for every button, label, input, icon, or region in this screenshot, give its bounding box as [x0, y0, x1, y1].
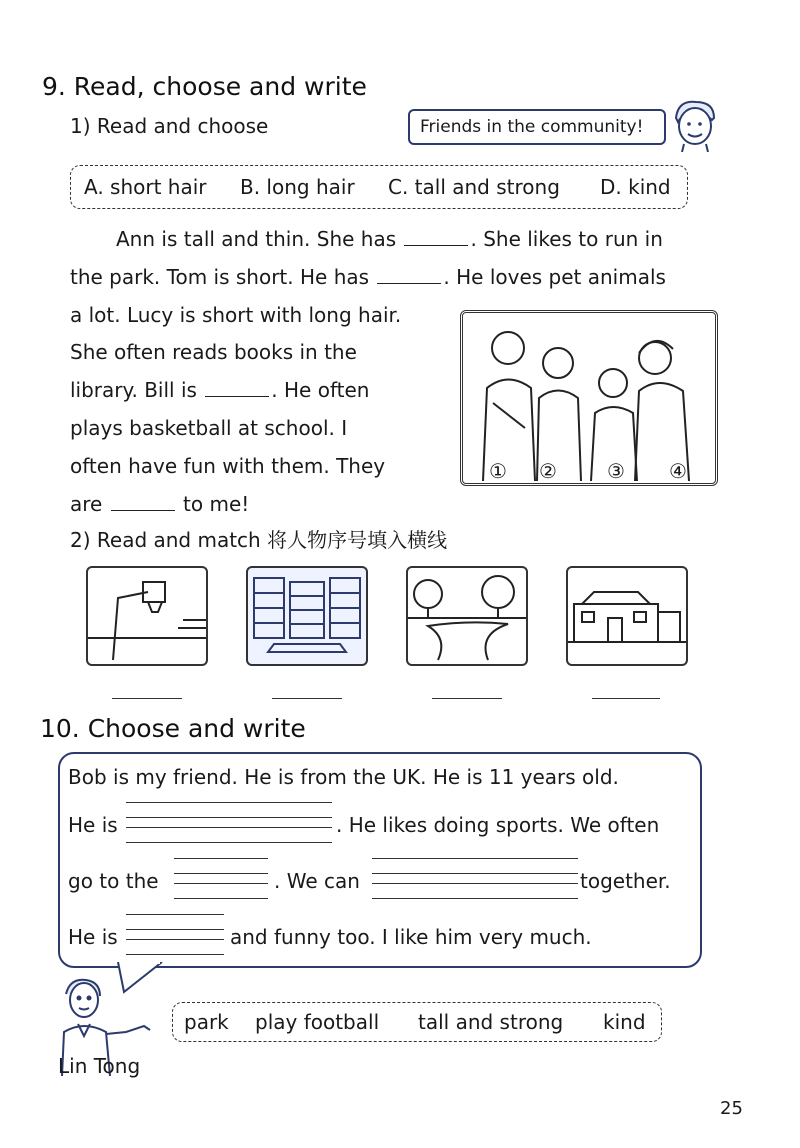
q9-part2-title: 2) Read and match 将人物序号填入横线: [70, 528, 448, 552]
four-friends-illustration: [463, 313, 715, 483]
q9-title: 9. Read, choose and write: [42, 72, 367, 101]
passage-line-4: She often reads books in the: [70, 340, 357, 364]
q10-line-2-after: . He likes doing sports. We often: [336, 813, 660, 837]
write-line[interactable]: [174, 898, 268, 899]
basketball-hoop-icon: [88, 568, 206, 664]
passage-line-8: are to me!: [70, 492, 250, 516]
scene-school: [566, 566, 688, 666]
write-line[interactable]: [126, 827, 332, 828]
picture-number-1: ①: [489, 459, 507, 483]
passage-line-6: plays basketball at school. I: [70, 416, 348, 440]
write-line[interactable]: [126, 817, 332, 818]
word-bank-item: play football: [255, 1010, 380, 1034]
option-a: A. short hair: [84, 175, 207, 199]
q10-line-1: Bob is my friend. He is from the UK. He is 11 years old.: [68, 765, 619, 789]
write-line[interactable]: [372, 883, 578, 884]
passage-line-1: Ann is tall and thin. She has . She likes to run in: [116, 227, 663, 251]
answer-blank[interactable]: [205, 382, 269, 397]
page-number: 25: [720, 1098, 743, 1119]
write-line[interactable]: [126, 842, 332, 843]
write-line[interactable]: [174, 883, 268, 884]
write-line[interactable]: [126, 914, 224, 915]
write-line[interactable]: [372, 898, 578, 899]
match-answer-line-2[interactable]: [272, 698, 342, 699]
q10-line-3-before: go to the: [68, 869, 159, 893]
school-building-icon: [568, 568, 686, 664]
write-line[interactable]: [126, 939, 224, 940]
write-line[interactable]: [174, 858, 268, 859]
write-line[interactable]: [372, 858, 578, 859]
option-c: C. tall and strong: [388, 175, 560, 199]
q9-part1-title: 1) Read and choose: [70, 114, 269, 138]
callout-text: Friends in the community!: [420, 117, 644, 137]
passage-line-7: often have fun with them. They: [70, 454, 386, 478]
option-b: B. long hair: [240, 175, 355, 199]
passage-line-5: library. Bill is . He often: [70, 378, 370, 402]
q10-line-3-after: together.: [580, 869, 671, 893]
word-bank-item: kind: [603, 1010, 646, 1034]
bookshelf-icon: [248, 568, 366, 664]
answer-blank[interactable]: [377, 269, 441, 284]
write-line[interactable]: [372, 873, 578, 874]
match-answer-line-3[interactable]: [432, 698, 502, 699]
friends-picture: [460, 310, 718, 486]
park-path-icon: [408, 568, 526, 664]
scene-park: [406, 566, 528, 666]
word-bank-box: [172, 1002, 662, 1042]
speaker-name: Lin Tong: [58, 1054, 141, 1078]
q10-line-2-before: He is: [68, 813, 118, 837]
match-answer-line-4[interactable]: [592, 698, 660, 699]
write-line[interactable]: [126, 954, 224, 955]
picture-number-4: ④: [669, 459, 687, 483]
write-line[interactable]: [126, 929, 224, 930]
boy-face-icon: [668, 96, 720, 152]
q10-line-4-before: He is: [68, 925, 118, 949]
scene-library: [246, 566, 368, 666]
passage-line-2: the park. Tom is short. He has . He loves pet animals: [70, 265, 666, 289]
answer-blank[interactable]: [111, 496, 175, 511]
passage-line-3: a lot. Lucy is short with long hair.: [70, 303, 402, 327]
match-answer-line-1[interactable]: [112, 698, 182, 699]
callout-box: [408, 109, 666, 145]
q10-line-4-after: and funny too. I like him very much.: [230, 925, 592, 949]
q10-line-3-middle: . We can: [274, 869, 360, 893]
picture-number-2: ②: [539, 459, 557, 483]
scene-basketball-court: [86, 566, 208, 666]
word-bank-item: park: [184, 1010, 229, 1034]
write-line[interactable]: [126, 802, 332, 803]
option-d: D. kind: [600, 175, 671, 199]
answer-blank[interactable]: [404, 231, 468, 246]
write-line[interactable]: [174, 873, 268, 874]
word-bank-item: tall and strong: [418, 1010, 564, 1034]
picture-number-3: ③: [607, 459, 625, 483]
q10-title: 10. Choose and write: [40, 714, 306, 743]
